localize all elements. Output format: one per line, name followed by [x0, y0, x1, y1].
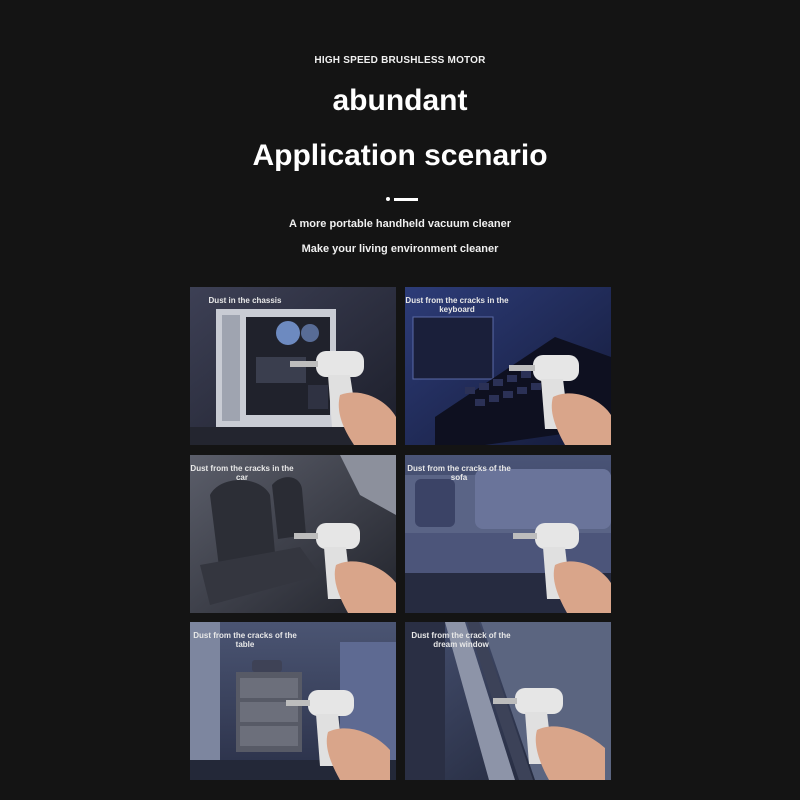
title-line-1: abundant [332, 84, 468, 117]
scenario-tile-keyboard [405, 287, 611, 445]
caption-table: Dust from the cracks of the table [193, 631, 297, 649]
caption-car: Dust from the cracks in the car [190, 464, 294, 482]
scenario-tile-sofa [405, 455, 611, 613]
scenario-tile-car [190, 455, 396, 613]
scenario-tile-chassis [190, 287, 396, 445]
title-divider [386, 196, 420, 202]
divider-bar [394, 198, 418, 201]
caption-keyboard: Dust from the cracks in the keyboard [405, 296, 509, 314]
scenario-tile-window [405, 622, 611, 780]
title-line-2: Application scenario [252, 139, 548, 172]
caption-chassis: Dust in the chassis [208, 296, 282, 305]
eyebrow-text: HIGH SPEED BRUSHLESS MOTOR [314, 55, 486, 66]
caption-sofa: Dust from the cracks of the sofa [407, 464, 511, 482]
chassis-scene-image [190, 287, 396, 445]
caption-window: Dust from the crack of the dream window [411, 631, 511, 649]
subtitle-line-1: A more portable handheld vacuum cleaner [288, 218, 512, 230]
scenario-tile-table [190, 622, 396, 780]
divider-dot [386, 197, 390, 201]
subtitle-line-2: Make your living environment cleaner [301, 243, 499, 255]
